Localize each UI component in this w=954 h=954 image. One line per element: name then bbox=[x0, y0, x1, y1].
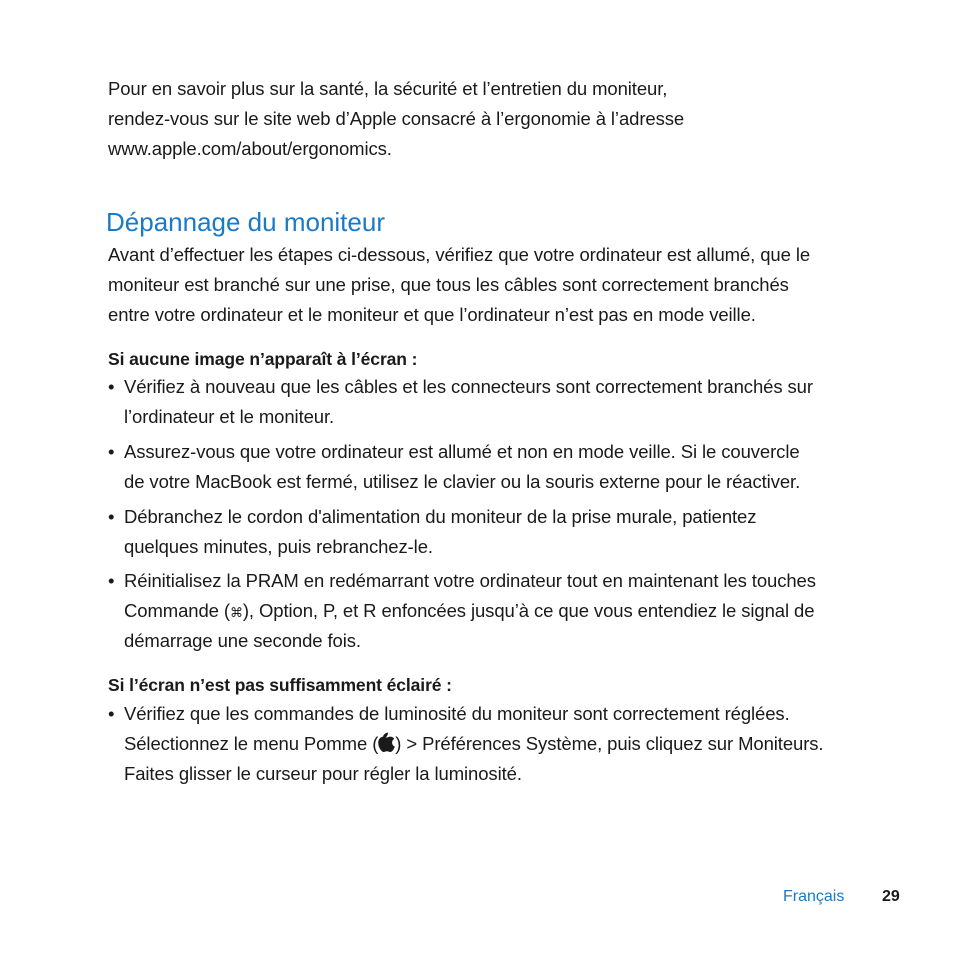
page-number: 29 bbox=[882, 888, 900, 905]
intro-line: www.apple.com/about/ergonomics. bbox=[108, 138, 392, 159]
footer-language: Français bbox=[783, 888, 845, 905]
list-item-text: Assurez-vous que votre ordinateur est allumé et non en mode veille. Si le couvercle de votre MacBook est fermé, utilisez le clavier ou la souris externe pour le réactiver. bbox=[124, 441, 801, 492]
lead-paragraph bbox=[108, 240, 810, 330]
bullet-dot: • bbox=[108, 570, 115, 591]
lead-line: entre votre ordinateur et le moniteur et que l’ordinateur n’est pas en mode veille. bbox=[108, 304, 756, 325]
list-item bbox=[108, 437, 801, 497]
apple-logo-icon bbox=[378, 731, 395, 761]
list-item-text: Débranchez le cordon d'alimentation du moniteur de la prise murale, patientez quelques minutes, puis rebranchez-le. bbox=[124, 506, 757, 557]
list-item bbox=[108, 699, 824, 789]
list-item-text: Réinitialisez la PRAM en redémarrant votre ordinateur tout en maintenant les touches Commande (⌘), Option, P, et R enfoncées jusqu’à ce que vous entendiez le signal de démarrage une seconde fois. bbox=[124, 570, 816, 651]
bullet-dot: • bbox=[108, 376, 115, 397]
intro-paragraph bbox=[108, 74, 684, 164]
intro-line: Pour en savoir plus sur la santé, la sécurité et l’entretien du moniteur, bbox=[108, 78, 668, 99]
list-item-text: Vérifiez que les commandes de luminosité du moniteur sont correctement réglées. Sélectionnez le menu Pomme ( ) > Préférences Système, puis cliquez sur Moniteurs. Faites glisser le curseur pour régler la luminosité. bbox=[124, 703, 824, 784]
bullet-dot: • bbox=[108, 506, 115, 527]
list-item-text: Vérifiez à nouveau que les câbles et les connecteurs sont correctement branchés sur l’ordinateur et le moniteur. bbox=[124, 376, 813, 427]
bullet-dot: • bbox=[108, 441, 115, 462]
intro-line: rendez-vous sur le site web d’Apple consacré à l’ergonomie à l’adresse bbox=[108, 108, 685, 129]
list-item bbox=[108, 372, 813, 432]
list-item bbox=[108, 566, 816, 656]
lead-line: Avant d’effectuer les étapes ci-dessous, vérifiez que votre ordinateur est allumé, que le bbox=[108, 244, 811, 265]
no-image-heading: Si aucune image n’apparaît à l’écran : bbox=[108, 349, 418, 369]
dim-screen-heading: Si l’écran n’est pas suffisamment éclairé : bbox=[108, 675, 452, 695]
bullet-dot: • bbox=[108, 703, 115, 724]
section-title: Dépannage du moniteur bbox=[106, 207, 385, 237]
command-key-icon: ⌘ bbox=[229, 605, 243, 620]
lead-line: moniteur est branché sur une prise, que tous les câbles sont correctement branchés bbox=[108, 274, 789, 295]
list-item bbox=[108, 502, 757, 562]
